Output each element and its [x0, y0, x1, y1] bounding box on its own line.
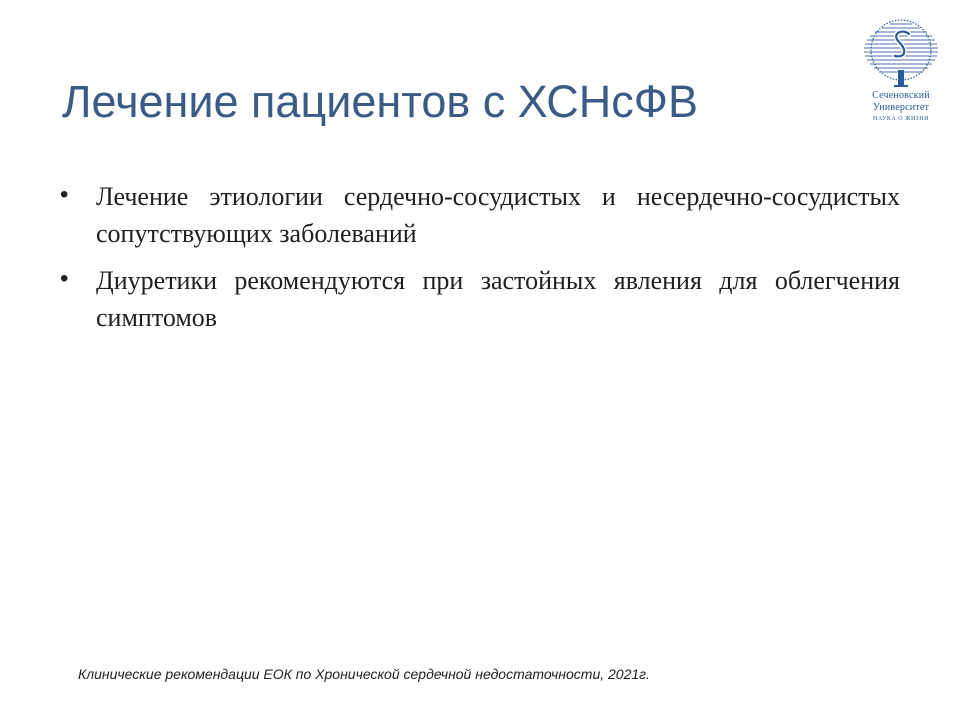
source-footnote: Клинические рекомендации ЕОК по Хронической сердечной недостаточности, 2021г. [78, 666, 650, 682]
logo-text-line1: Сеченовский [872, 90, 930, 101]
bullet-item [58, 178, 900, 252]
bullet-item [58, 262, 900, 336]
university-logo [858, 14, 944, 130]
bullet-marker: • [60, 181, 69, 208]
bullet-list [58, 178, 900, 346]
logo-tagline: НАУКА О ЖИЗНИ [873, 116, 929, 122]
tree-emblem-icon [858, 14, 944, 90]
slide-title: Лечение пациентов с ХСНсФВ [62, 76, 699, 127]
logo-text-line2: Университет [872, 102, 930, 113]
bullet-marker: • [60, 265, 69, 292]
bullet-text: Диуретики рекомендуются при застойных явления для облегчения симптомов [96, 266, 900, 332]
bullet-text: Лечение этиологии сердечно-сосудистых и несердечно-сосудистых сопутствующих заболеваний [96, 182, 900, 248]
